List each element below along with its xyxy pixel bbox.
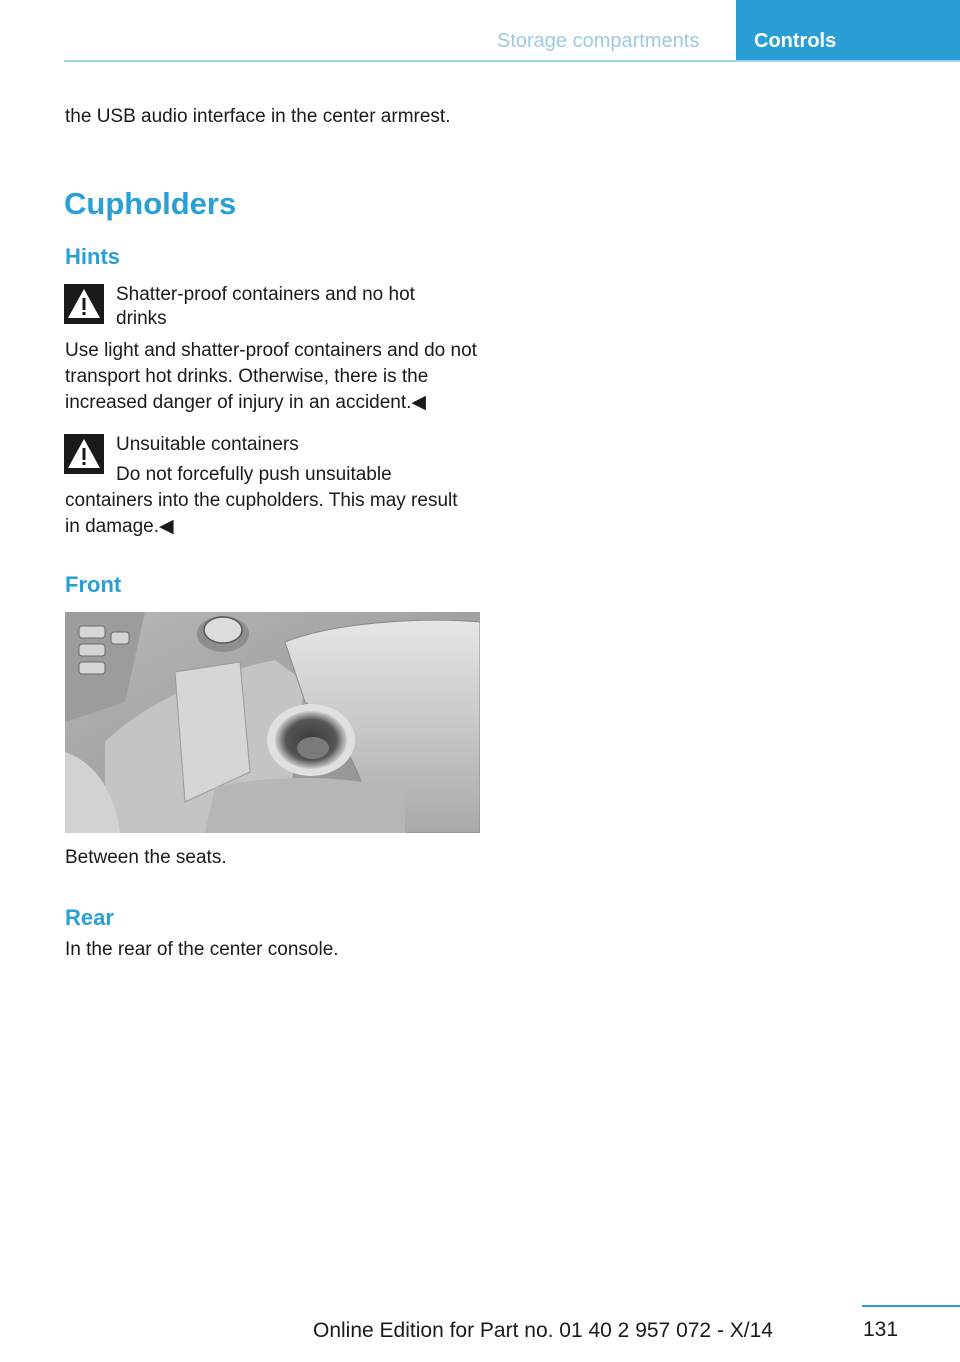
- warning-title-unsuitable: Unsuitable containers: [116, 434, 299, 455]
- warning-title-hot-drinks: Shatter-proof containers and no hot drinks: [116, 284, 415, 329]
- hints-heading: Hints: [65, 244, 120, 269]
- front-caption: Between the seats.: [65, 847, 227, 868]
- header-rule: [64, 60, 960, 62]
- front-heading: Front: [65, 572, 122, 597]
- rear-text: In the rear of the center console.: [65, 939, 339, 960]
- rear-heading: Rear: [65, 905, 114, 930]
- footer-edition: Online Edition for Part no. 01 40 2 957 072 - X/14: [313, 1319, 773, 1342]
- running-header-section: Storage compartments: [497, 30, 700, 52]
- warning-body-unsuitable: Do not forcefully push unsuitable containers into the cupholders. This may result in damage.◀: [65, 464, 458, 537]
- running-header-tab: Controls: [736, 0, 960, 60]
- cupholder-photo: [65, 612, 480, 833]
- page-title: Cupholders: [64, 186, 237, 221]
- page-number: 131: [863, 1318, 899, 1341]
- warning-triangle-icon: [64, 284, 104, 324]
- warning-body-hot-drinks: Use light and shatter-proof containers and do not transport hot drinks. Otherwise, there is the increased danger of injury in an accident.◀: [65, 340, 477, 413]
- footer-rule: [862, 1305, 960, 1307]
- intro-text: the USB audio interface in the center armrest.: [65, 106, 451, 127]
